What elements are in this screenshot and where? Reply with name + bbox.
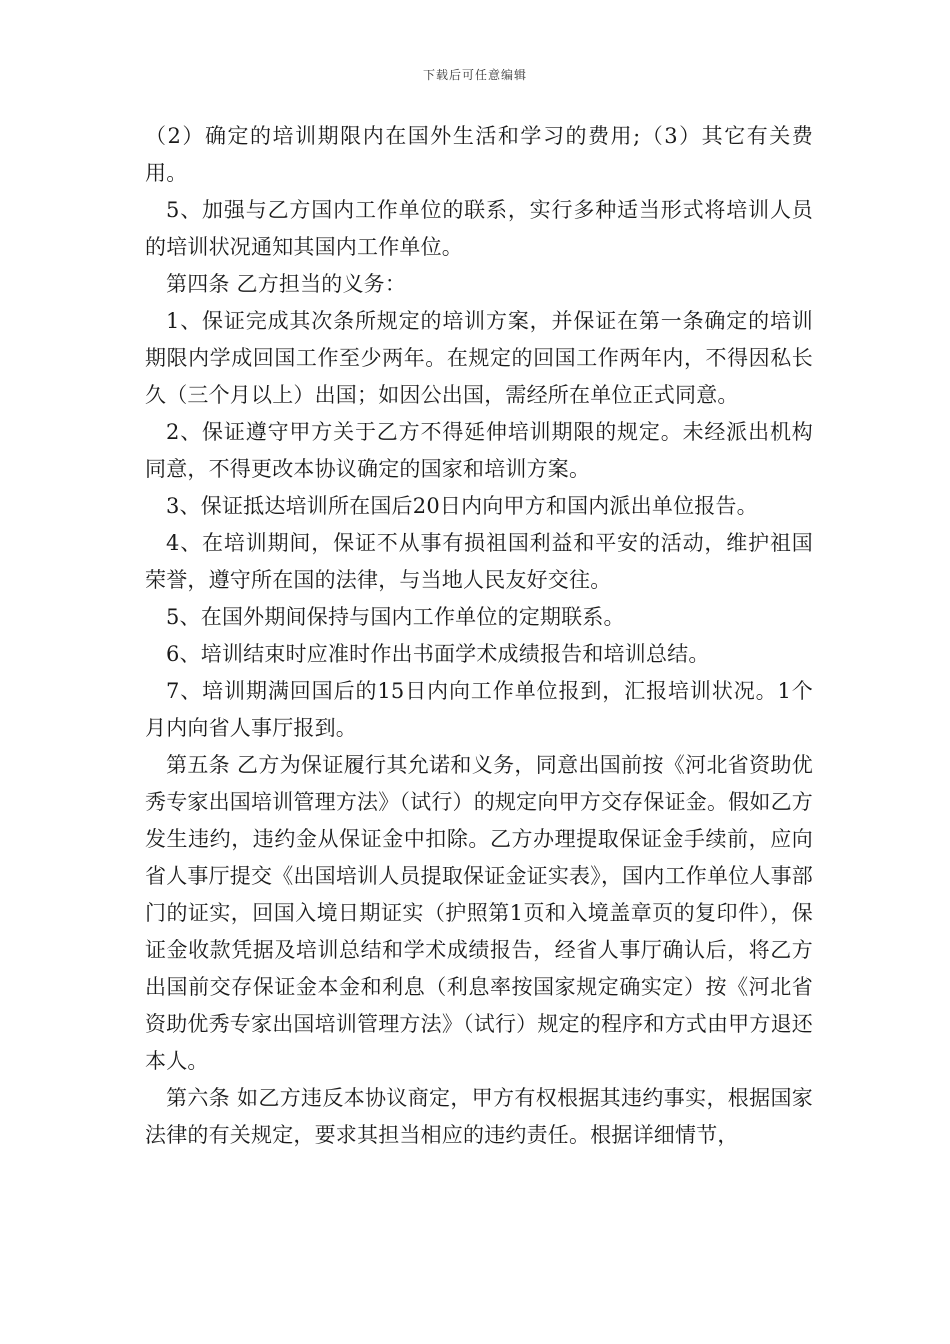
paragraph: 4、在培训期间，保证不从事有损祖国利益和平安的活动，维护祖国荣誉，遵守所在国的法律，与当地人民友好交往。 <box>145 531 813 592</box>
article-paragraph: 第六条 如乙方违反本协议商定，甲方有权根据其违约事实，根据国家法律的有关规定，要求其担当相应的违约责任。根据详细情节， <box>145 1086 813 1147</box>
article-heading: 第四条 乙方担当的义务： <box>166 272 407 296</box>
article-paragraph: 第五条 乙方为保证履行其允诺和义务，同意出国前按《河北省资助优秀专家出国培训管理方法》（试行）的规定向甲方交存保证金。假如乙方发生违约，违约金从保证金中扣除。乙方办理提取保证金手续前，应向省人事厅提交《出国培训人员提取保证金证实表》，国内工作单位人事部门的证实，回国入境日期证实（护照第1页和入境盖章页的复印件），保证金收款凭据及培训总结和学术成绩报告，经省人事厅确认后，将乙方出国前交存保证金本金和利息（利息率按国家规定确实定）按《河北省资助优秀专家出国培训管理方法》（试行）规定的程序和方式由甲方退还本人。 <box>145 753 813 1073</box>
paragraph: 2、保证遵守甲方关于乙方不得延伸培训期限的规定。未经派出机构同意，不得更改本协议确定的国家和培训方案。 <box>145 420 813 481</box>
document-body <box>145 118 813 1154</box>
paragraph: 6、培训结束时应准时作出书面学术成绩报告和培训总结。 <box>166 642 710 666</box>
paragraph: （2）确定的培训期限内在国外生活和学习的费用;（3）其它有关费用。 <box>145 124 813 185</box>
paragraph: 5、在国外期间保持与国内工作单位的定期联系。 <box>166 605 625 629</box>
paragraph: 5、加强与乙方国内工作单位的联系，实行多种适当形式将培训人员的培训状况通知其国内工作单位。 <box>145 198 813 259</box>
paragraph: 7、培训期满回国后的15日内向工作单位报到，汇报培训状况。1个月内向省人事厅报到。 <box>145 679 813 740</box>
header-note: 下载后可任意编辑 <box>422 68 527 82</box>
paragraph: 1、保证完成其次条所规定的培训方案，并保证在第一条确定的培训期限内学成回国工作至少两年。在规定的回国工作两年内，不得因私长久（三个月以上）出国；如因公出国，需经所在单位正式同意。 <box>145 309 813 407</box>
paragraph: 3、保证抵达培训所在国后20日内向甲方和国内派出单位报告。 <box>166 494 758 518</box>
